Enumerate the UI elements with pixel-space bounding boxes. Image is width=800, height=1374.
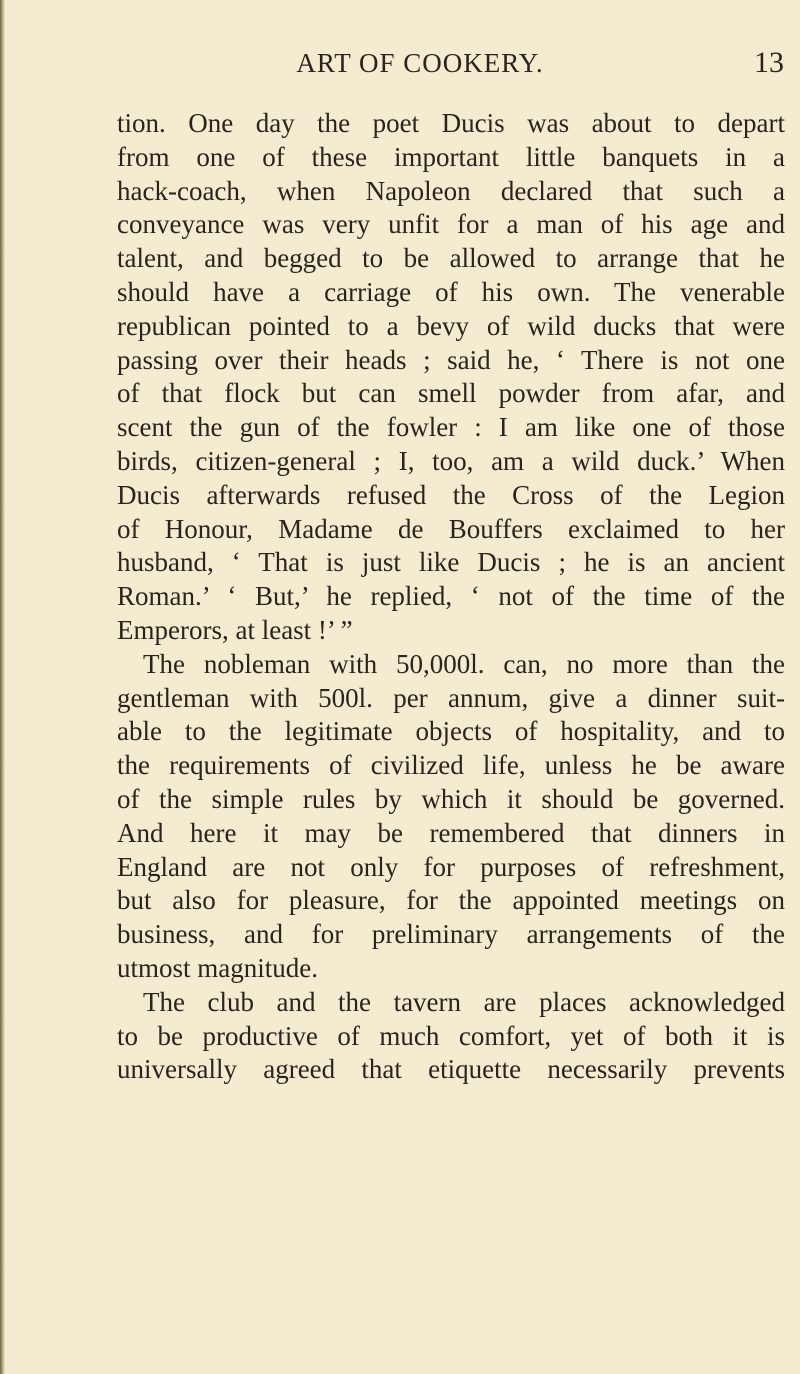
text-line: birds, citizen-general ; I, too, am a wild duck.’ When xyxy=(117,445,785,476)
text-line: of that flock but can smell powder from afar, and xyxy=(117,378,785,409)
text-line: to be productive of much comfort, yet of both it is xyxy=(117,1020,785,1051)
text-line: scent the gun of the fowler : I am like one of those xyxy=(117,412,785,443)
text-line: gentleman with 500l. per annum, give a dinner suit- xyxy=(117,682,785,713)
text-line: Roman.’ ‘ But,’ he replied, ‘ not of the time of the xyxy=(117,581,785,612)
text-line: conveyance was very unfit for a man of his age and xyxy=(117,209,785,240)
text-line: from one of these important little banquets in a xyxy=(117,141,785,172)
text-line: The club and the tavern are places acknowledged xyxy=(143,986,785,1017)
text-line: Emperors, at least !’ ” xyxy=(117,614,353,645)
text-line: husband, ‘ That is just like Ducis ; he is an ancient xyxy=(117,547,785,578)
text-line: talent, and begged to be allowed to arrange that he xyxy=(117,243,785,274)
text-line: hack-coach, when Napoleon declared that such a xyxy=(117,175,785,206)
text-line: And here it may be remembered that dinners in xyxy=(117,817,785,848)
text-line: of the simple rules by which it should be governed. xyxy=(117,783,785,814)
running-head xyxy=(120,46,784,86)
text-line: the requirements of civilized life, unless he be aware xyxy=(117,750,785,781)
text-line: of Honour, Madame de Bouffers exclaimed to her xyxy=(117,513,785,544)
text-line: able to the legitimate objects of hospitality, and to xyxy=(117,716,785,747)
page-number: 13 xyxy=(754,46,784,79)
text-line: universally agreed that etiquette necessarily prevents xyxy=(117,1054,785,1085)
page-binding-edge xyxy=(0,0,5,1374)
text-line: should have a carriage of his own. The venerable xyxy=(117,276,785,307)
running-head-title: ART OF COOKERY. xyxy=(296,48,544,78)
text-line: tion. One day the poet Ducis was about to depart xyxy=(117,108,785,138)
text-line: utmost magnitude. xyxy=(117,952,318,983)
text-line: England are not only for purposes of refreshment, xyxy=(117,851,785,882)
text-line: Ducis afterwards refused the Cross of the Legion xyxy=(117,479,785,510)
text-line: The nobleman with 50,000l. can, no more than the xyxy=(143,648,785,679)
body-text xyxy=(117,107,785,1087)
text-line: passing over their heads ; said he, ‘ There is not one xyxy=(117,344,785,375)
text-line: republican pointed to a bevy of wild ducks that were xyxy=(117,310,785,341)
text-line: but also for pleasure, for the appointed meetings on xyxy=(117,885,785,916)
text-line: business, and for preliminary arrangements of the xyxy=(117,919,785,950)
